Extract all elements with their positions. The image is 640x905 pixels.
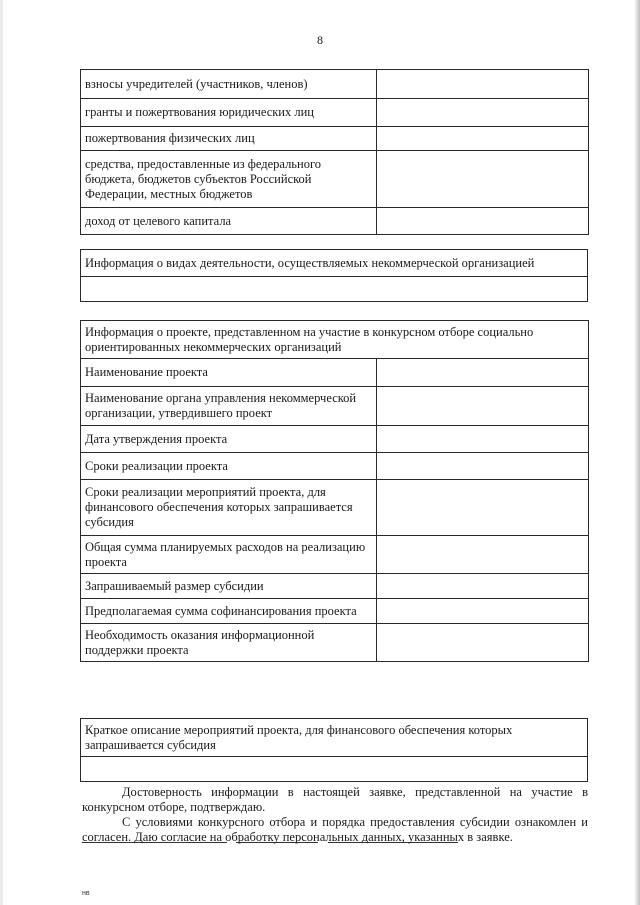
table-row <box>81 574 589 599</box>
funding-label: гранты и пожертвования юридических лиц <box>81 99 377 127</box>
project-value-cell[interactable] <box>377 599 589 624</box>
funding-value-cell[interactable] <box>377 151 589 208</box>
project-value-cell[interactable] <box>377 574 589 599</box>
activity-value-cell[interactable] <box>81 277 588 302</box>
activity-table <box>80 249 588 302</box>
project-label: Запрашиваемый размер субсидии <box>81 574 377 599</box>
table-row <box>81 151 589 208</box>
description-table <box>80 718 588 782</box>
project-value-cell[interactable] <box>377 624 589 662</box>
page-number: 8 <box>317 33 323 47</box>
table-row <box>81 536 589 574</box>
project-label: Дата утверждения проекта <box>81 426 377 453</box>
project-block-title: Информация о проекте, представленном на участие в конкурсном отборе социально ориентированных некоммерческих организаций <box>81 321 589 359</box>
signature-line-position <box>82 842 227 843</box>
funding-label: взносы учредителей (участников, членов) <box>81 70 377 99</box>
funding-value-cell[interactable] <box>377 208 589 235</box>
project-label: Наименование проекта <box>81 359 377 387</box>
project-value-cell[interactable] <box>377 359 589 387</box>
funding-value-cell[interactable] <box>377 99 589 127</box>
table-row <box>81 70 589 99</box>
funding-label: пожертвования физических лиц <box>81 127 377 151</box>
project-label: Необходимость оказания информационной поддержки проекта <box>81 624 377 662</box>
project-value-cell[interactable] <box>377 387 589 426</box>
project-table <box>80 320 589 662</box>
consent-paragraph: С условиями конкурсного отбора и порядка предоставления субсидии ознакомлен и согласен. Даю согласие на обработку персональных данных, указанных в заявке. <box>82 815 588 844</box>
project-value-cell[interactable] <box>377 536 589 574</box>
table-row <box>81 127 589 151</box>
description-value-cell[interactable] <box>81 757 588 782</box>
funding-value-cell[interactable] <box>377 127 589 151</box>
project-label: Наименование органа управления некоммерческой организации, утвердившего проект <box>81 387 377 426</box>
signature-line-name <box>328 842 458 843</box>
table-row <box>81 387 589 426</box>
signature-line-signature <box>236 842 318 843</box>
scan-right-edge <box>634 0 640 905</box>
table-row <box>81 359 589 387</box>
table-row <box>81 208 589 235</box>
project-label: Сроки реализации мероприятий проекта, для финансового обеспечения которых запрашивается субсидия <box>81 480 377 536</box>
funding-table <box>80 69 589 235</box>
project-label: Общая сумма планируемых расходов на реализацию проекта <box>81 536 377 574</box>
scan-left-edge <box>0 0 3 905</box>
project-value-cell[interactable] <box>377 426 589 453</box>
table-row <box>81 624 589 662</box>
description-title: Краткое описание мероприятий проекта, для финансового обеспечения которых запрашивается субсидия <box>81 719 588 757</box>
table-row <box>81 99 589 127</box>
funding-label: средства, предоставленные из федерального бюджета, бюджетов субъектов Российской Федерации, местных бюджетов <box>81 151 377 208</box>
confirmation-paragraph: Достоверность информации в настоящей заявке, представленной на участие в конкурсном отборе, подтверждаю. <box>82 785 588 814</box>
table-row <box>81 599 589 624</box>
funding-value-cell[interactable] <box>377 70 589 99</box>
project-value-cell[interactable] <box>377 453 589 480</box>
table-row <box>81 426 589 453</box>
project-label: Предполагаемая сумма софинансирования проекта <box>81 599 377 624</box>
footer-code: нв <box>82 890 90 897</box>
activity-title: Информация о видах деятельности, осуществляемых некоммерческой организацией <box>81 250 588 277</box>
funding-label: доход от целевого капитала <box>81 208 377 235</box>
table-row <box>81 480 589 536</box>
project-value-cell[interactable] <box>377 480 589 536</box>
project-label: Сроки реализации проекта <box>81 453 377 480</box>
table-row <box>81 453 589 480</box>
